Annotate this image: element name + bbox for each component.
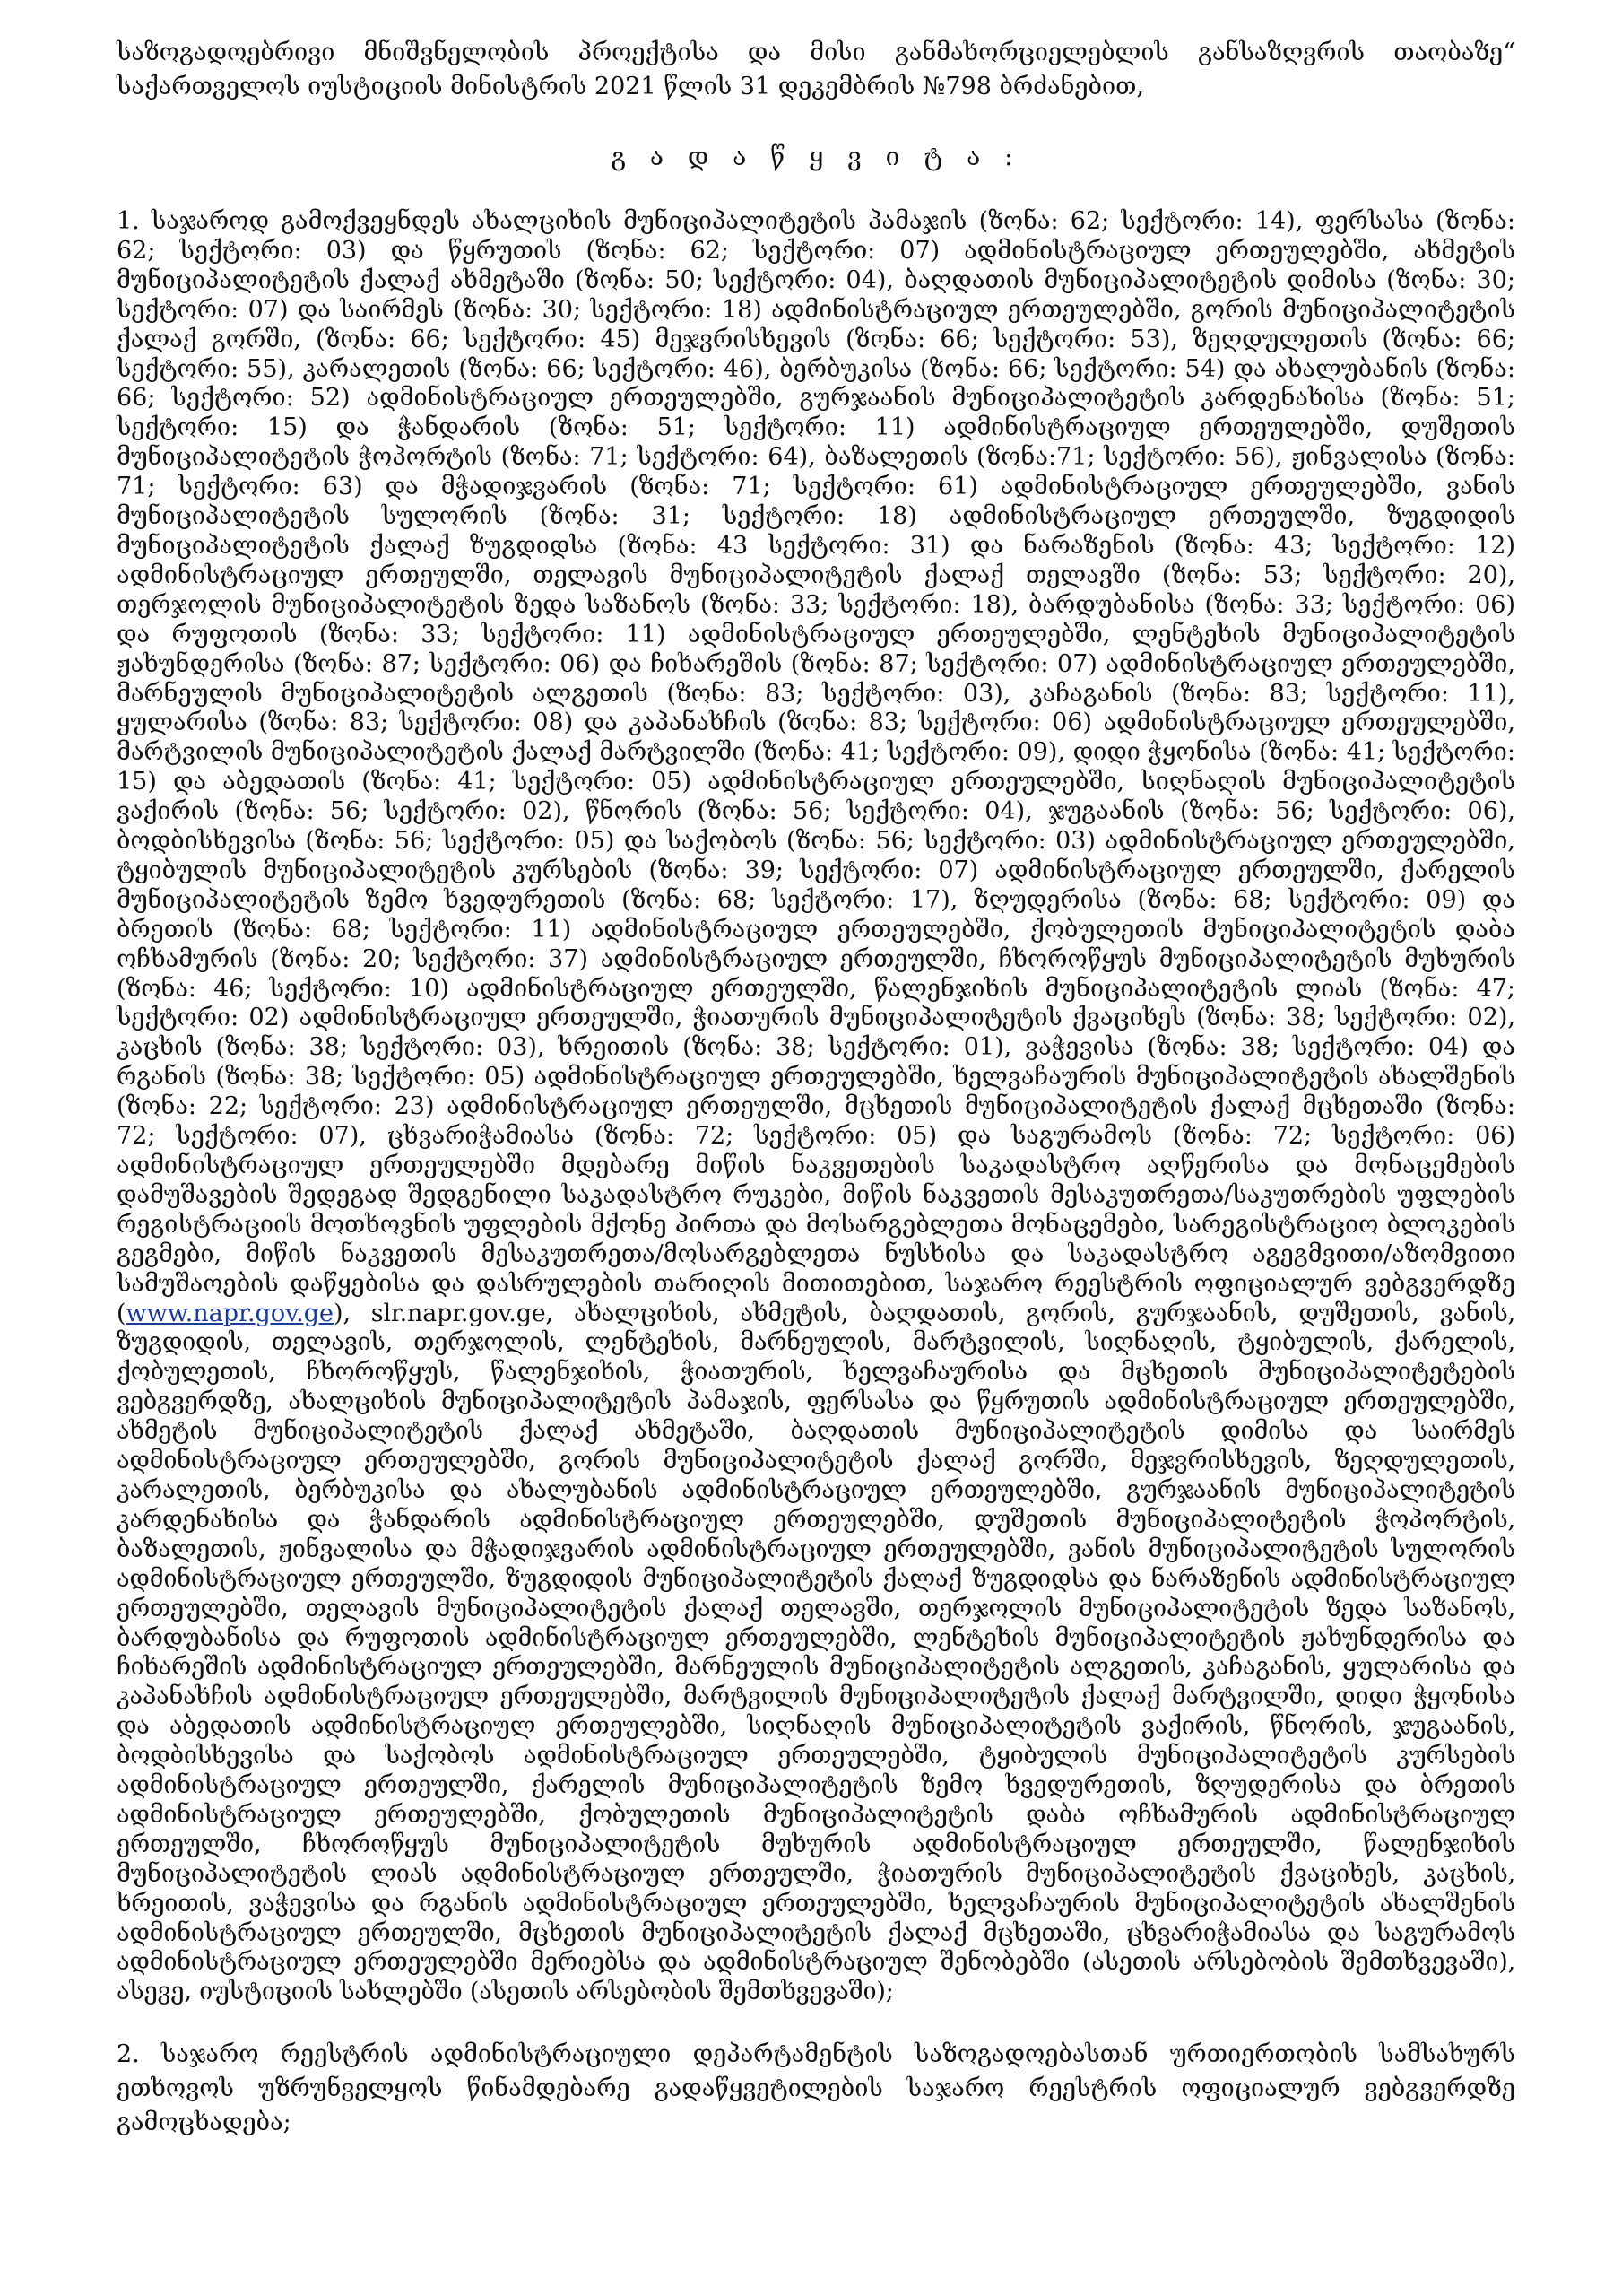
napr-website-link[interactable]: www.napr.gov.ge [126,1299,334,1327]
item-1-paragraph [117,207,1515,2007]
item-2-paragraph: 2. საჯარო რეესტრის ადმინისტრაციული დეპარტამენტის საზოგადოებასთან ურთიერთობის სამსახურს ეთხოვოს უზრუნველყოს წინამდებარე გადაწყვეტილების საჯარო რეესტრის ოფიციალურ ვებგვერდზე გამოცხადება; [117,2040,1515,2137]
item-1-text-part-b: ), slr.napr.gov.ge, ახალციხის, ახმეტის, ბაღდათის, გორის, გურჯაანის, დუშეთის, ვანის, ზუგდიდის, თელავის, თერჯოლის, ლენტეხის, მარნეულის, მარტვილის, სიღნაღის, ტყიბულის, ქარელის, ქობულეთის, ჩხოროწყუს, წალენჯიხის, ჭიათურის, ხელვაჩაურისა და მცხეთის მუნიციპალიტეტების ვებგვერდზე, ახალციხის მუნიციპალიტეტის პამაჯის, ფერსასა და წყრუთის ადმინისტრაციულ ერთეულებში, ახმეტის მუნიციპალიტეტის ქალაქ ახმეტაში, ბაღდათის მუნიციპალიტეტის დიმისა და საირმეს ადმინისტრაციულ ერთეულებში, გორის მუნიციპალიტეტის ქალაქ გორში, მეჯვრისხევის, ზეღდულეთის, კარალეთის, ბერბუკისა და ახალუბანის ადმინისტრაციულ ერთეულებში, გურჯაანის მუნიციპალიტეტის კარდენახისა და ჭანდარის ადმინისტრაციულ ერთეულებში, დუშეთის მუნიციპალიტეტის ჭოპორტის, ბაზალეთის, ჟინვალისა და მჭადიჯვარის ადმინისტრაციულ ერთეულებში, ვანის მუნიციპალიტეტის სულორის ადმინისტრაციულ ერთეულში, ზუგდიდის მუნიციპალიტეტის ქალაქ ზუგდიდსა და ნარაზენის ადმინისტრაციულ ერთეულებში, თელავის მუნიციპალიტეტის ქალაქ თელავში, თერჯოლის მუნიციპალიტეტის ზედა საზანოს, ბარდუბანისა და რუფოთის ადმინისტრაციულ ერთეულებში, ლენტეხის მუნიციპალიტეტის ჟახუნდერისა და ჩიხარეშის ადმინისტრაციულ ერთეულებში, მარნეულის მუნიციპალიტეტის ალგეთის, კაჩაგანის, ყულარისა და კაპანახჩის ადმინისტრაციულ ერთეულებში, მარტვილის მუნიციპალიტეტის ქალაქ მარტვილში, დიდი ჭყონისა და აბედათის ადმინისტრაციულ ერთეულებში, სიღნაღის მუნიციპალიტეტის ვაქირის, წნორის, ჯუგაანის, ბოდბისხევისა და საქობოს ადმინისტრაციულ ერთეულებში, ტყიბულის მუნიციპალიტეტის კურსების ადმინისტრაციულ ერთეულში, ქარელის მუნიციპალიტეტის ზემო ხვედურეთის, ზღუდერისა და ბრეთის ადმინისტრაციულ ერთეულებში, ქობულეთის მუნიციპალიტეტის დაბა ოჩხამურის ადმინისტრაციულ ერთეულში, ჩხოროწყუს მუნიციპალიტეტის მუხურის ადმინისტრაციულ ერთეულში, წალენჯიხის მუნიციპალიტეტის ლიას ადმინისტრაციულ ერთეულში, ჭიათურის მუნიციპალიტეტის ქვაციხეს, კაცხის, ხრეითის, ვაჭევისა და რგანის ადმინისტრაციულ ერთეულებში, ხელვაჩაურის მუნიციპალიტეტის ახალშენის ადმინისტრაციულ ერთეულში, მცხეთის მუნიციპალიტეტის ქალაქ მცხეთაში, ცხვარიჭამიასა და საგურამოს ადმინისტრაციულ ერთეულებში მერიებსა და ადმინისტრაციულ შენობებში (ასეთის არსებობის შემთხვევაში), ასევე, იუსტიციის სახლებში (ასეთის არსებობის შემთხვევაში); [117,1299,1515,2006]
intro-paragraph: საზოგადოებრივი მნიშვნელობის პროექტისა და მისი განმახორციელებლის განსაზღვრის თაობაზე“ საქართველოს იუსტიციის მინისტრის 2021 წლის 31 დეკემბრის №798 ბრძანებით, [117,39,1515,100]
document-page [117,36,1515,2140]
decision-heading: გ ა დ ა წ ყ ვ ი ტ ა : [611,142,1021,171]
item-1-text-part-a: 1. საჯაროდ გამოქვეყნდეს ახალციხის მუნიციპალიტეტის პამაჯის (ზონა: 62; სექტორი: 14), ფერსასა (ზონა: 62; სექტორი: 03) და წყრუთის (ზონა: 62; სექტორი: 07) ადმინისტრაციულ ერთეულებში, ახმეტის მუნიციპალიტეტის ქალაქ ახმეტაში (ზონა: 50; სექტორი: 04), ბაღდათის მუნიციპალიტეტის დიმისა (ზონა: 30; სექტორი: 07) და საირმეს (ზონა: 30; სექტორი: 18) ადმინისტრაციულ ერთეულებში, გორის მუნიციპალიტეტის ქალაქ გორში, (ზონა: 66; სექტორი: 45) მეჯვრისხევის (ზონა: 66; სექტორი: 53), ზეღდულეთის (ზონა: 66; სექტორი: 55), კარალეთის (ზონა: 66; სექტორი: 46), ბერბუკისა (ზონა: 66; სექტორი: 54) და ახალუბანის (ზონა: 66; სექტორი: 52) ადმინისტრაციულ ერთეულებში, გურჯაანის მუნიციპალიტეტის კარდენახისა (ზონა: 51; სექტორი: 15) და ჭანდარის (ზონა: 51; სექტორი: 11) ადმინისტრაციულ ერთეულებში, დუშეთის მუნიციპალიტეტის ჭოპორტის (ზონა: 71; სექტორი: 64), ბაზალეთის (ზონა:71; სექტორი: 56), ჟინვალისა (ზონა: 71; სექტორი: 63) და მჭადიჯვარის (ზონა: 71; სექტორი: 61) ადმინისტრაციულ ერთეულებში, ვანის მუნიციპალიტეტის სულორის (ზონა: 31; სექტორი: 18) ადმინისტრაციულ ერთეულში, ზუგდიდის მუნიციპალიტეტის ქალაქ ზუგდიდსა (ზონა: 43 სექტორი: 31) და ნარაზენის (ზონა: 43; სექტორი: 12) ადმინისტრაციულ ერთეულში, თელავის მუნიციპალიტეტის ქალაქ თელავში (ზონა: 53; სექტორი: 20), თერჯოლის მუნიციპალიტეტის ზედა საზანოს (ზონა: 33; სექტორი: 18), ბარდუბანისა (ზონა: 33; სექტორი: 06) და რუფოთის (ზონა: 33; სექტორი: 11) ადმინისტრაციულ ერთეულებში, ლენტეხის მუნიციპალიტეტის ჟახუნდერისა (ზონა: 87; სექტორი: 06) და ჩიხარეშის (ზონა: 87; სექტორი: 07) ადმინისტრაციულ ერთეულებში, მარნეულის მუნიციპალიტეტის ალგეთის (ზონა: 83; სექტორი: 03), კაჩაგანის (ზონა: 83; სექტორი: 11), ყულარისა (ზონა: 83; სექტორი: 08) და კაპანახჩის (ზონა: 83; სექტორი: 06) ადმინისტრაციულ ერთეულებში, მარტვილის მუნიციპალიტეტის ქალაქ მარტვილში (ზონა: 41; სექტორი: 09), დიდი ჭყონისა (ზონა: 41; სექტორი: 15) და აბედათის (ზონა: 41; სექტორი: 05) ადმინისტრაციულ ერთეულებში, სიღნაღის მუნიციპალიტეტის ვაქირის (ზონა: 56; სექტორი: 02), წნორის (ზონა: 56; სექტორი: 04), ჯუგაანის (ზონა: 56; სექტორი: 06), ბოდბისხევისა (ზონა: 56; სექტორი: 05) და საქობოს (ზონა: 56; სექტორი: 03) ადმინისტრაციულ ერთეულებში, ტყიბულის მუნიციპალიტეტის კურსების (ზონა: 39; სექტორი: 07) ადმინისტრაციულ ერთეულში, ქარელის მუნიციპალიტეტის ზემო ხვედურეთის (ზონა: 68; სექტორი: 17), ზღუდერისა (ზონა: 68; სექტორი: 09) და ბრეთის (ზონა: 68; სექტორი: 11) ადმინისტრაციულ ერთეულებში, ქობულეთის მუნიციპალიტეტის დაბა ოჩხამურის (ზონა: 20; სექტორი: 37) ადმინისტრაციულ ერთეულში, ჩხოროწყუს მუნიციპალიტეტის მუხურის (ზონა: 46; სექტორი: 10) ადმინისტრაციულ ერთეულში, წალენჯიხის მუნიციპალიტეტის ლიას (ზონა: 47; სექტორი: 02) ადმინისტრაციულ ერთეულში, ჭიათურის მუნიციპალიტეტის ქვაციხეს (ზონა: 38; სექტორი: 02), კაცხის (ზონა: 38; სექტორი: 03), ხრეითის (ზონა: 38; სექტორი: 01), ვაჭევისა (ზონა: 38; სექტორი: 04) და რგანის (ზონა: 38; სექტორი: 05) ადმინისტრაციულ ერთეულებში, ხელვაჩაურის მუნიციპალიტეტის ახალშენის (ზონა: 22; სექტორი: 23) ადმინისტრაციულ ერთეულში, მცხეთის მუნიციპალიტეტის ქალაქ მცხეთაში (ზონა: 72; სექტორი: 07), ცხვარიჭამიასა (ზონა: 72; სექტორი: 05) და საგურამოს (ზონა: 72; სექტორი: 06) ადმინისტრაციულ ერთეულებში მდებარე მიწის ნაკვეთების საკადასტრო აღწერისა და მონაცემების დამუშავების შედეგად შედგენილი საკადასტრო რუკები, მიწის ნაკვეთის მესაკუთრეთა/საკუთრების უფლების რეგისტრაციის მოთხოვნის უფლების მქონე პირთა და მოსარგებლეთა მონაცემები, სარეგისტრაციო ბლოკების გეგმები, მიწის ნაკვეთის მესაკუთრეთა/მოსარგებლეთა ნუსხისა და საკადასტრო აგეგმვითი/აზომვითი სამუშაოების დაწყებისა და დასრულების თარიღის მითითებით, საჯარო რეესტრის ოფიციალურ ვებგვერდზე ( [117,207,1515,1327]
